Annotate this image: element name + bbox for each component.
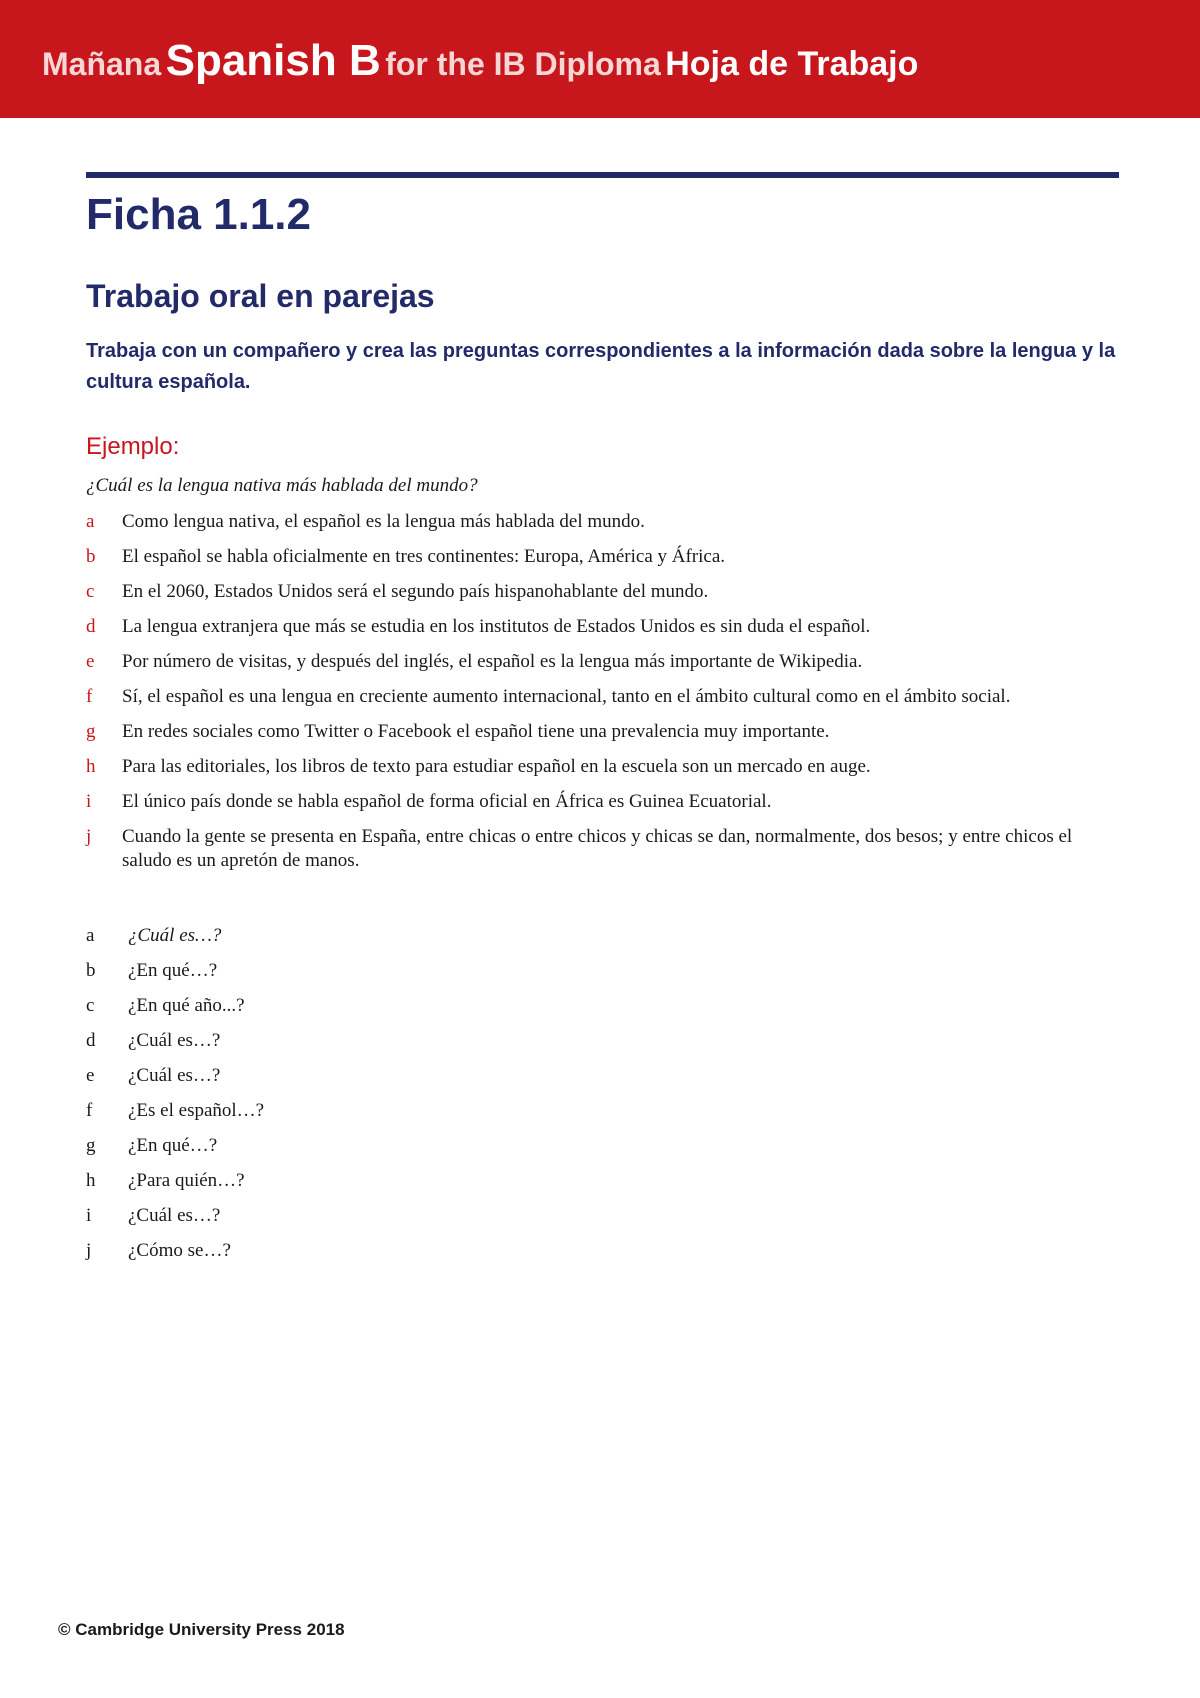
example-question: ¿Cuál es la lengua nativa más hablada del mundo? — [86, 475, 478, 496]
question-text: ¿En qué año...? — [128, 995, 245, 1016]
question-item — [86, 1239, 264, 1274]
header-banner — [0, 0, 1200, 118]
header-manana: Mañana — [42, 46, 162, 82]
statement-letter: h — [86, 756, 96, 777]
page-title: Ficha 1.1.2 — [86, 190, 312, 239]
statement-letter: j — [86, 826, 92, 847]
statement-text: Por número de visitas, y después del inglés, el español es la lengua más importante de Wikipedia. — [122, 651, 863, 672]
statement-text: Para las editoriales, los libros de texto para estudiar español en la escuela son un mercado en auge. — [122, 756, 871, 777]
question-item — [86, 1064, 264, 1099]
statement-item — [86, 825, 1126, 873]
question-letter: h — [86, 1170, 96, 1191]
question-letter: j — [86, 1240, 92, 1261]
statement-letter: a — [86, 511, 95, 532]
statement-text: Como lengua nativa, el español es la lengua más hablada del mundo. — [122, 511, 645, 532]
statement-text: En redes sociales como Twitter o Facebook el español tiene una prevalencia muy importante. — [122, 721, 830, 742]
question-item — [86, 1134, 264, 1169]
statement-text: Cuando la gente se presenta en España, entre chicas o entre chicos y chicas se dan, normalmente, dos besos; y entre chicos el saludo es un apretón de manos. — [122, 826, 1073, 871]
statement-item — [86, 650, 1126, 674]
question-letter: d — [86, 1030, 96, 1051]
header-hoja-de-trabajo: Hoja de Trabajo — [665, 45, 919, 83]
statement-letter: g — [86, 721, 96, 742]
question-item — [86, 994, 264, 1029]
question-text: ¿En qué…? — [128, 960, 218, 981]
question-letter: i — [86, 1205, 92, 1226]
example-label: Ejemplo: — [86, 433, 180, 460]
statement-item — [86, 790, 1126, 814]
question-text: ¿Es el español…? — [128, 1100, 265, 1121]
question-item — [86, 1169, 264, 1204]
statement-text: El único país donde se habla español de forma oficial en África es Guinea Ecuatorial. — [122, 791, 772, 812]
statement-item — [86, 755, 1126, 779]
statement-list — [86, 510, 1126, 884]
statement-letter: d — [86, 616, 96, 637]
question-letter: f — [86, 1100, 93, 1121]
statement-letter: c — [86, 581, 95, 602]
statement-letter: e — [86, 651, 95, 672]
question-list — [86, 924, 264, 1274]
question-text: ¿En qué…? — [128, 1135, 218, 1156]
instructions: Trabaja con un compañero y crea las preguntas correspondientes a la información dada sobre la lengua y la cultura española. — [86, 340, 1116, 393]
question-text: ¿Cuál es…? — [128, 925, 222, 946]
statement-item — [86, 545, 1126, 569]
question-text: ¿Cuál es…? — [128, 1205, 221, 1226]
question-letter: a — [86, 925, 95, 946]
statement-item — [86, 720, 1126, 744]
question-item — [86, 1029, 264, 1064]
statement-item — [86, 510, 1126, 534]
header-spanish-b: Spanish B — [165, 36, 381, 85]
question-text: ¿Para quién…? — [128, 1170, 245, 1191]
question-text: ¿Cuál es…? — [128, 1065, 221, 1086]
title-rule — [86, 172, 1119, 178]
statement-text: En el 2060, Estados Unidos será el segundo país hispanohablante del mundo. — [122, 581, 709, 602]
statement-letter: b — [86, 546, 96, 567]
statement-item — [86, 685, 1126, 709]
copyright-footer: © Cambridge University Press 2018 — [58, 1620, 345, 1639]
statement-item — [86, 615, 1126, 639]
statement-letter: f — [86, 686, 93, 707]
header-title — [42, 36, 918, 86]
header-ib-diploma: for the IB Diploma — [385, 46, 661, 82]
question-letter: c — [86, 995, 95, 1016]
question-letter: e — [86, 1065, 95, 1086]
question-letter: b — [86, 960, 96, 981]
question-item — [86, 1204, 264, 1239]
question-item — [86, 1099, 264, 1134]
question-text: ¿Cómo se…? — [128, 1240, 231, 1261]
section-subtitle: Trabajo oral en parejas — [86, 278, 435, 314]
statement-text: El español se habla oficialmente en tres continentes: Europa, América y África. — [122, 546, 726, 567]
statement-text: La lengua extranjera que más se estudia en los institutos de Estados Unidos es sin duda el español. — [122, 616, 871, 637]
question-text: ¿Cuál es…? — [128, 1030, 221, 1051]
statement-text: Sí, el español es una lengua en creciente aumento internacional, tanto en el ámbito cultural como en el ámbito social. — [122, 686, 1011, 707]
question-letter: g — [86, 1135, 96, 1156]
question-item — [86, 959, 264, 994]
statement-item — [86, 580, 1126, 604]
question-item — [86, 924, 264, 959]
statement-letter: i — [86, 791, 92, 812]
